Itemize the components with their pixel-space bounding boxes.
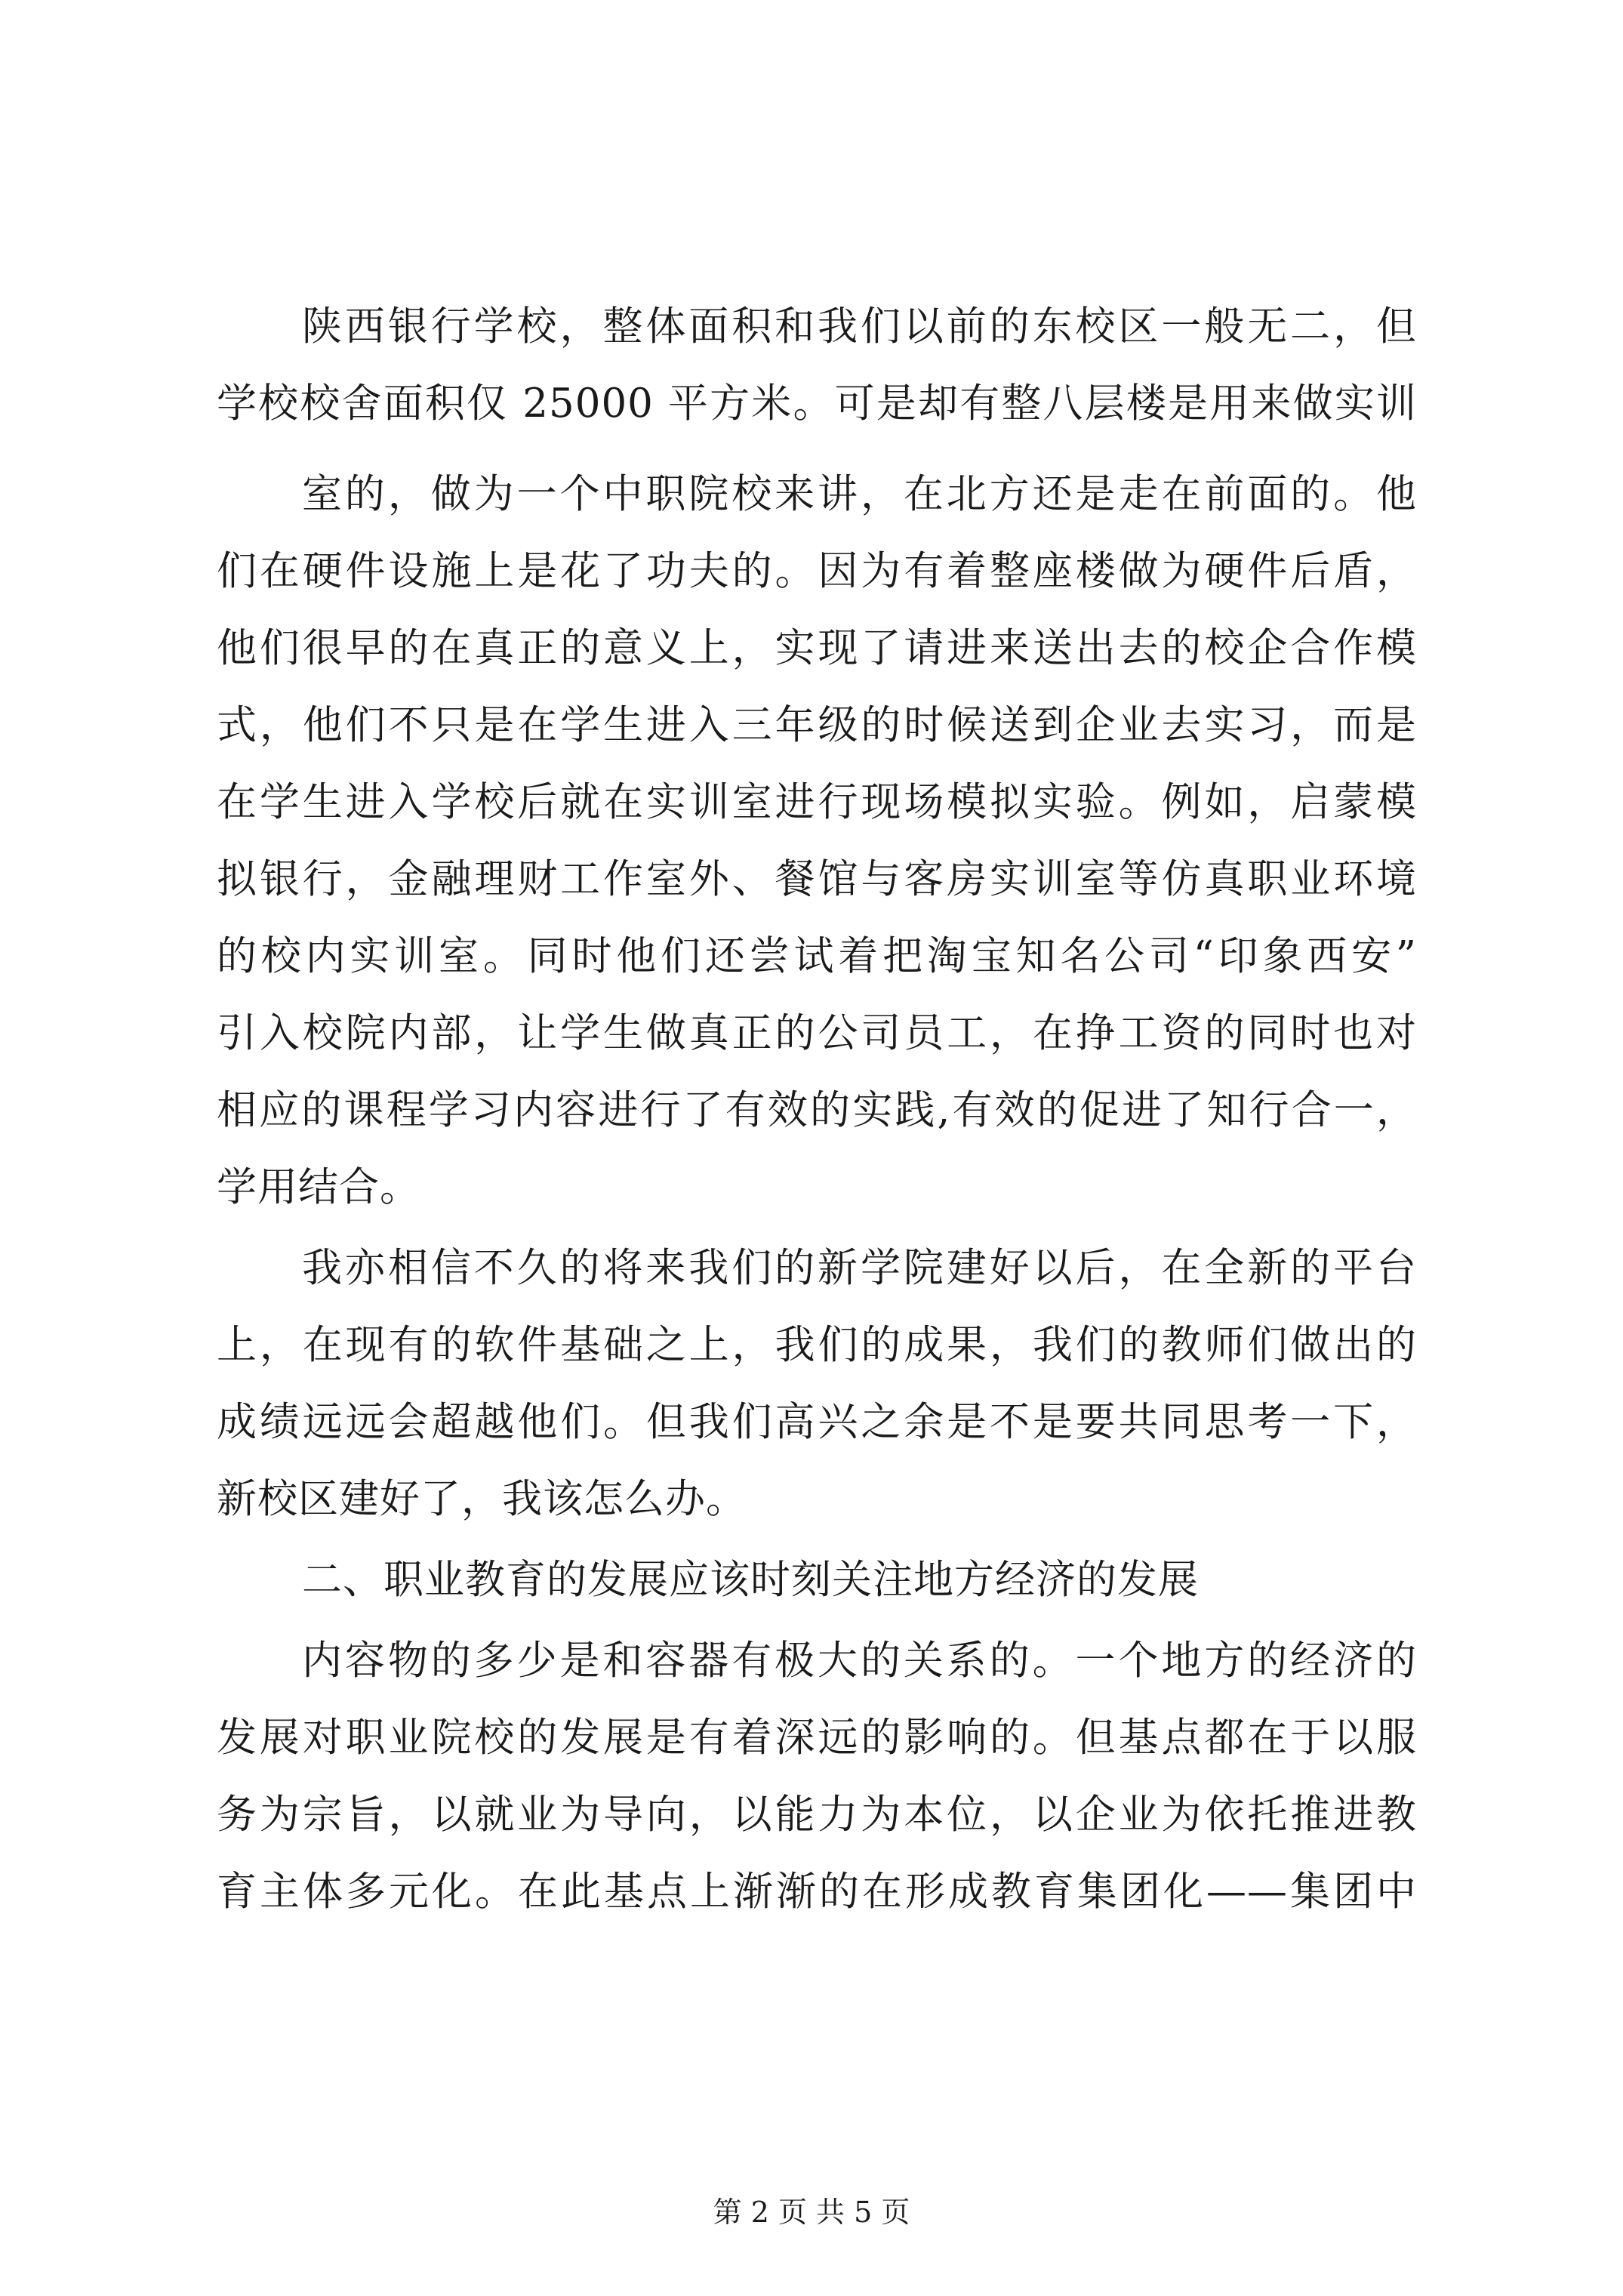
paragraph-1-line-1: 陕西银行学校，整体面积和我们以前的东校区一般无二，但 <box>302 304 1417 350</box>
paragraph-2-line-5: 在学生进入学校后就在实训室进行现场模拟实验。例如，启蒙模 <box>217 779 1417 825</box>
paragraph-2-line-4: 式，他们不只是在学生进入三年级的时候送到企业去实习，而是 <box>217 702 1417 748</box>
paragraph-2-line-10: 学用结合。 <box>217 1164 420 1210</box>
paragraph-1-line-2: 学校校舍面积仅 25000 平方米。可是却有整八层楼是用来做实训 <box>217 381 1417 427</box>
paragraph-3-line-4: 新校区建好了，我该怎么办。 <box>217 1476 747 1522</box>
paragraph-2-line-1: 室的，做为一个中职院校来讲，在北方还是走在前面的。他 <box>302 471 1417 517</box>
paragraph-3-line-1: 我亦相信不久的将来我们的新学院建好以后，在全新的平台 <box>302 1245 1417 1291</box>
paragraph-5-line-4: 育主体多元化。在此基点上渐渐的在形成教育集团化——集团中 <box>217 1869 1417 1915</box>
paragraph-2-line-2: 们在硬件设施上是花了功夫的。因为有着整座楼做为硬件后盾， <box>217 548 1417 594</box>
page-number-footer: 第 2 页 共 5 页 <box>713 2196 910 2229</box>
paragraph-2-line-3: 他们很早的在真正的意义上，实现了请进来送出去的校企合作模 <box>217 625 1417 671</box>
paragraph-2-line-6: 拟银行，金融理财工作室外、餐馆与客房实训室等仿真职业环境 <box>217 856 1417 902</box>
paragraph-2-line-8: 引入校院内部，让学生做真正的公司员工，在挣工资的同时也对 <box>217 1010 1417 1056</box>
paragraph-5-line-3: 务为宗旨，以就业为导向，以能力为本位，以企业为依托推进教 <box>217 1792 1417 1838</box>
paragraph-3-line-2: 上，在现有的软件基础之上，我们的成果，我们的教师们做出的 <box>217 1322 1417 1368</box>
paragraph-2-line-9: 相应的课程学习内容进行了有效的实践,有效的促进了知行合一， <box>217 1087 1417 1133</box>
paragraph-2-line-7: 的校内实训室。同时他们还尝试着把淘宝知名公司“印象西安” <box>217 933 1417 979</box>
section-heading: 二、职业教育的发展应该时刻关注地方经济的发展 <box>302 1557 1199 1603</box>
paragraph-3-line-3: 成绩远远会超越他们。但我们高兴之余是不是要共同思考一下， <box>217 1399 1417 1445</box>
paragraph-5-line-2: 发展对职业院校的发展是有着深远的影响的。但基点都在于以服 <box>217 1715 1417 1761</box>
paragraph-5-line-1: 内容物的多少是和容器有极大的关系的。一个地方的经济的 <box>302 1638 1417 1684</box>
